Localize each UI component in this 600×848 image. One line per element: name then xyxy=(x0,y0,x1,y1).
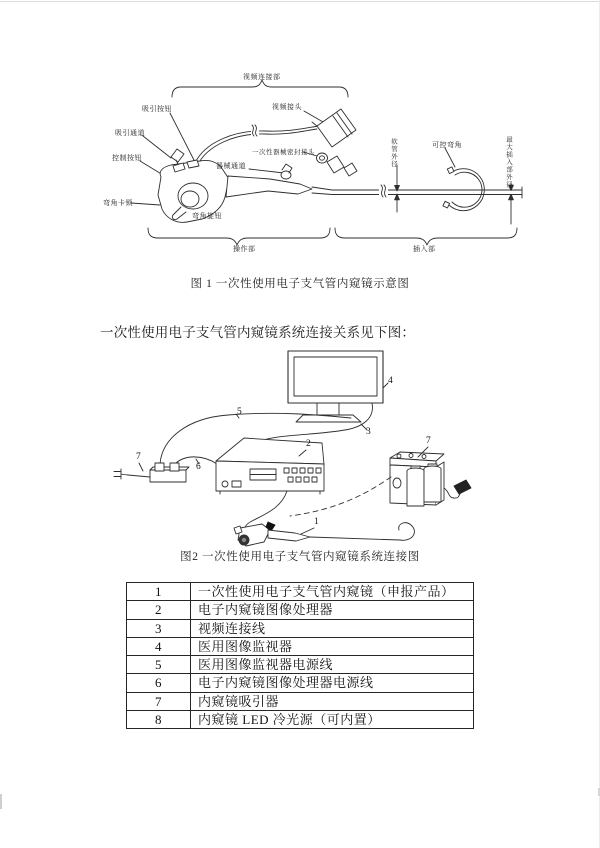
table-row xyxy=(127,711,474,729)
fig1-label-insertion-section: 插入部 xyxy=(413,245,436,253)
fig2-callout-monitor-power: 5 xyxy=(237,407,242,417)
fig1-label-controllable-bend: 可控弯角 xyxy=(432,141,462,149)
table-row xyxy=(127,583,474,601)
seal-connector-shape xyxy=(317,153,358,176)
row-name: 电子内窥镜图像处理器 xyxy=(191,601,474,619)
row-number: 1 xyxy=(127,583,191,601)
row-number: 5 xyxy=(127,656,191,674)
table-row xyxy=(127,601,474,619)
component-table xyxy=(126,582,474,729)
figure1-caption: 图 1 一次性使用电子支气管内窥镜示意图 xyxy=(190,278,410,290)
fig1-label-instrument-channel: 器械通道 xyxy=(216,162,246,170)
fig1-label-suction-channel: 吸引通道 xyxy=(115,129,145,137)
table-row xyxy=(127,692,474,710)
fig1-label-control-button: 控制按钮 xyxy=(112,154,142,162)
fig1-label-video-connector: 视频接头 xyxy=(272,103,302,111)
row-number: 3 xyxy=(127,619,191,637)
row-name: 一次性使用电子支气管内窥镜（申报产品） xyxy=(191,583,474,601)
endoscope-shape xyxy=(234,522,414,546)
row-name: 内窥镜 LED 冷光源（可内置） xyxy=(191,711,474,729)
row-name: 电子内窥镜图像处理器电源线 xyxy=(191,674,474,692)
row-name: 视频连接线 xyxy=(191,619,474,637)
fig1-label-bend-knob: 弯角旋钮 xyxy=(192,212,222,220)
suction-device-shape xyxy=(390,452,471,506)
fig2-callout-endoscope: 1 xyxy=(314,517,319,527)
table-row xyxy=(127,619,474,637)
fig2-callout-processor: 2 xyxy=(306,439,311,449)
fig2-callout-video-cable: 3 xyxy=(366,427,371,437)
monitor-shape xyxy=(288,351,383,422)
fig1-label-operation-section: 操作部 xyxy=(233,245,256,253)
fig2-callout-processor-power: 6 xyxy=(196,462,201,472)
power-strip-shape xyxy=(114,463,189,482)
fig1-label-video-connection-section: 视频连接部 xyxy=(243,73,281,81)
row-number: 7 xyxy=(127,692,191,710)
video-connector-shape xyxy=(312,109,356,147)
fig1-label-seal-connector: 一次性器械密封接头 xyxy=(252,149,315,156)
scope-handle-shape xyxy=(158,149,332,222)
fig1-label-tube-od: 软管外径 xyxy=(390,138,397,168)
row-number: 8 xyxy=(127,711,191,729)
fig1-label-bend-lock: 弯角卡锁 xyxy=(103,199,133,207)
fig2-callout-power-cord: 7 xyxy=(136,452,141,462)
fig2-callout-suction: 7 xyxy=(426,436,431,446)
scope-umbilical-shape xyxy=(245,491,287,531)
table-row xyxy=(127,674,474,692)
fig1-label-suction-button: 吸引按钮 xyxy=(142,105,172,113)
body-paragraph: 一次性使用电子支气管内窥镜系统连接关系见下图： xyxy=(100,325,416,340)
row-name: 医用图像监视器电源线 xyxy=(191,656,474,674)
table-row xyxy=(127,656,474,674)
row-name: 内窥镜吸引器 xyxy=(191,692,474,710)
figure2-caption: 图2 一次性使用电子支气管内窥镜系统连接图 xyxy=(180,551,420,563)
row-number: 2 xyxy=(127,601,191,619)
row-number: 6 xyxy=(127,674,191,692)
figure1-drawing xyxy=(131,80,522,245)
fig1-label-max-insertion-od: 最大插入部外径 xyxy=(505,136,512,189)
row-number: 4 xyxy=(127,637,191,655)
table-row xyxy=(127,637,474,655)
figure2-drawing xyxy=(114,351,471,546)
fig2-callout-monitor: 4 xyxy=(388,376,393,386)
insertion-tube-shape xyxy=(332,167,522,211)
row-name: 医用图像监视器 xyxy=(191,637,474,655)
